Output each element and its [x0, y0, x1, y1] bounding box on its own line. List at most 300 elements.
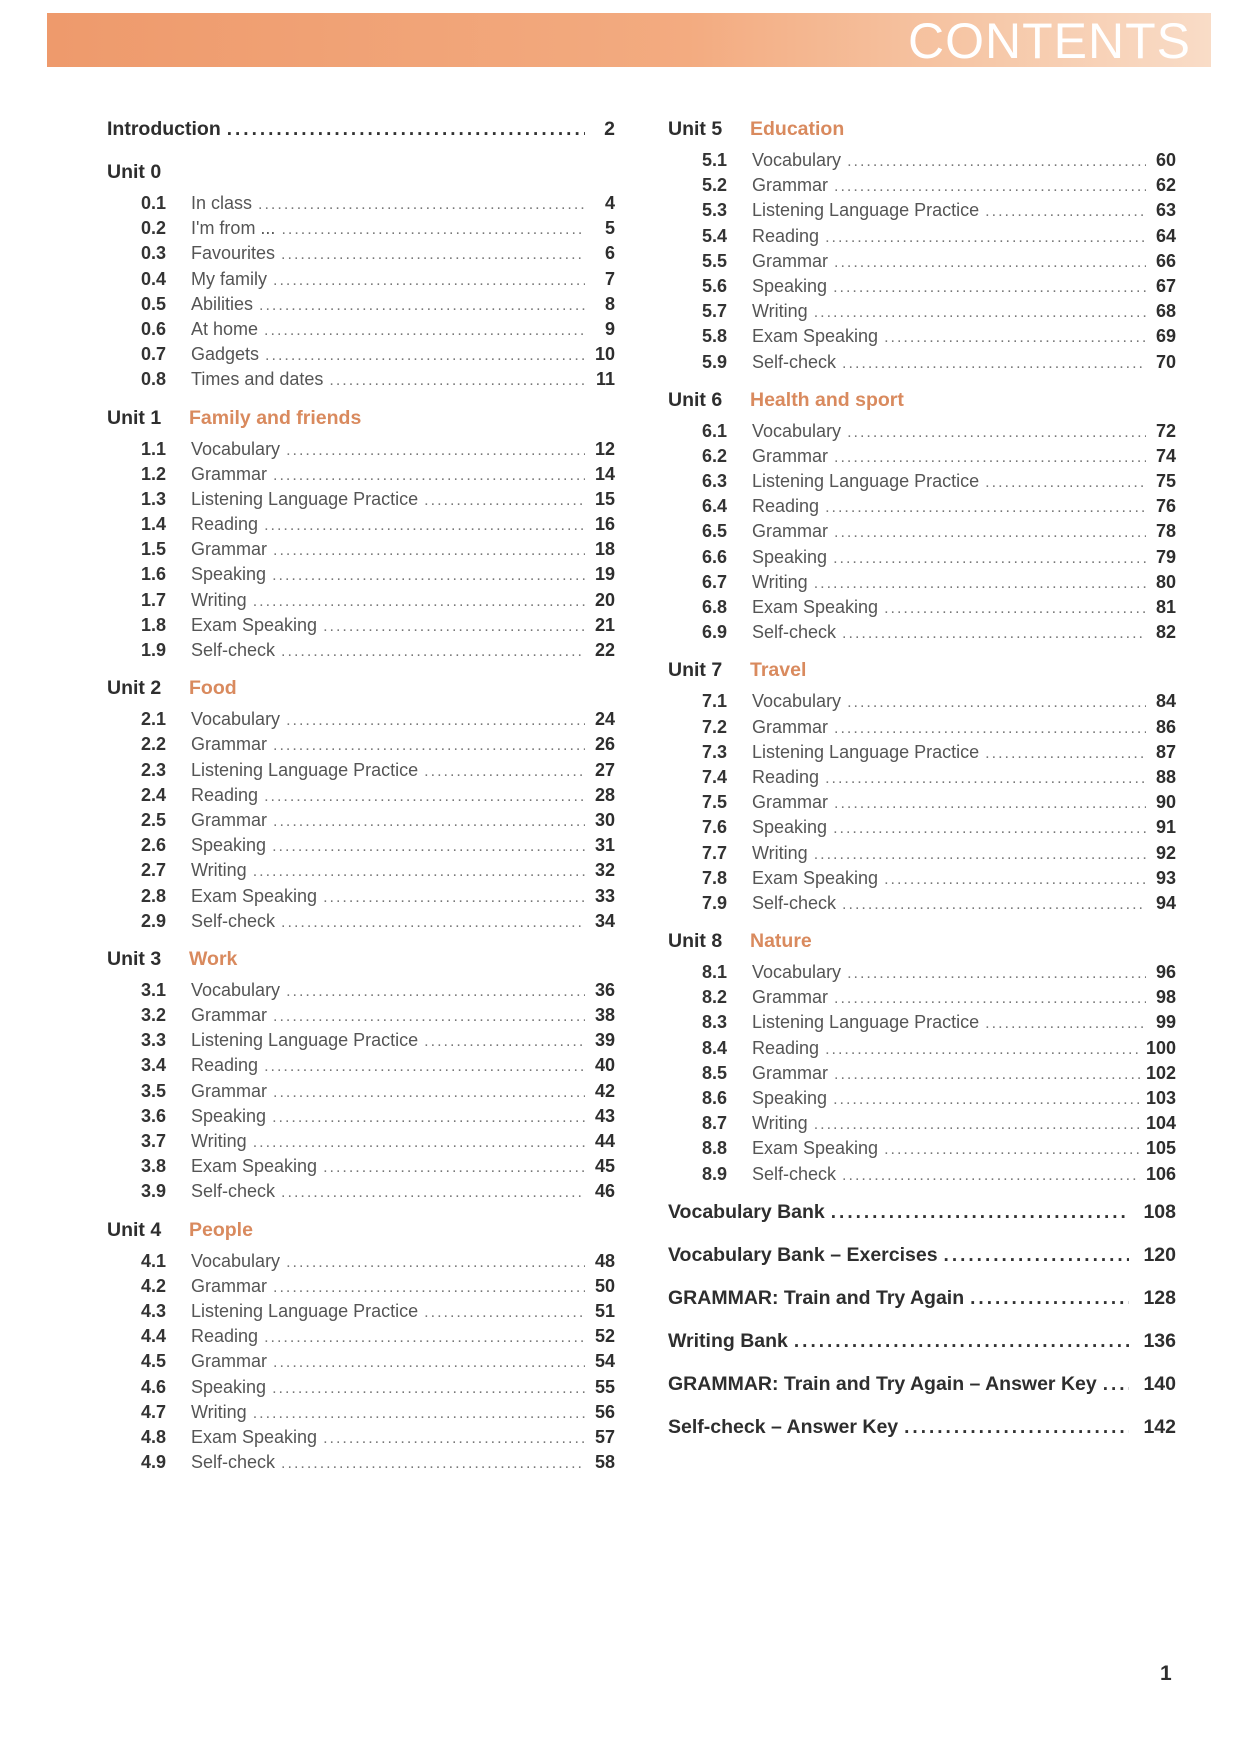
- lesson-number: 4.5: [141, 1351, 167, 1372]
- lesson-page: 74: [1155, 445, 1176, 466]
- lesson-title: Grammar: [752, 1062, 828, 1083]
- lesson-page: 48: [594, 1250, 615, 1271]
- lesson-title: Reading: [752, 225, 820, 246]
- lesson-page: 64: [1155, 225, 1176, 246]
- lesson-title: Self-check: [191, 910, 276, 931]
- dot-leader: [281, 1455, 585, 1473]
- lesson-entry[interactable]: [141, 319, 615, 344]
- lesson-entry[interactable]: [141, 1156, 615, 1181]
- lesson-entry[interactable]: [141, 489, 615, 514]
- lesson-page: 82: [1155, 622, 1176, 643]
- lesson-entry[interactable]: [702, 352, 1176, 377]
- lesson-number: 1.2: [141, 463, 167, 484]
- lesson-number: 2.7: [141, 860, 167, 881]
- lesson-title: Grammar: [191, 539, 267, 560]
- lesson-title: Speaking: [752, 275, 828, 296]
- lesson-entry[interactable]: [702, 276, 1176, 301]
- lesson-page: 75: [1155, 471, 1176, 492]
- dot-leader: [281, 643, 585, 661]
- lesson-entry[interactable]: [702, 471, 1176, 496]
- unit-label: Unit 7: [668, 659, 723, 682]
- lesson-entry[interactable]: [702, 962, 1176, 987]
- unit-heading: [668, 118, 1176, 150]
- dot-leader: [834, 254, 1146, 272]
- dot-leader: [904, 1417, 1129, 1439]
- lesson-page: 42: [594, 1080, 615, 1101]
- lesson-entry[interactable]: [141, 835, 615, 860]
- lesson-title: Grammar: [752, 987, 828, 1008]
- lesson-page: 15: [594, 488, 615, 509]
- dot-leader: [834, 990, 1146, 1008]
- lesson-number: 0.3: [141, 243, 167, 264]
- dot-leader: [833, 279, 1146, 297]
- lesson-entry[interactable]: [702, 1038, 1176, 1063]
- lesson-title: Reading: [191, 514, 259, 535]
- contents-banner: [47, 13, 1211, 67]
- lesson-title: Writing: [191, 589, 247, 610]
- lesson-entry[interactable]: [141, 218, 615, 243]
- lesson-entry[interactable]: [702, 622, 1176, 647]
- lesson-number: 2.3: [141, 759, 167, 780]
- lesson-entry[interactable]: [141, 514, 615, 539]
- lesson-page: 7: [604, 268, 615, 289]
- lesson-number: 1.7: [141, 589, 167, 610]
- lesson-entry[interactable]: [702, 496, 1176, 521]
- lesson-title: Exam Speaking: [752, 326, 879, 347]
- lesson-entry[interactable]: [702, 843, 1176, 868]
- dot-leader: [834, 1066, 1140, 1084]
- lesson-entry[interactable]: [702, 1063, 1176, 1088]
- dot-leader: [944, 1245, 1130, 1267]
- lesson-number: 1.6: [141, 564, 167, 585]
- lesson-title: Grammar: [752, 445, 828, 466]
- lesson-entry[interactable]: [702, 717, 1176, 742]
- dot-leader: [833, 820, 1146, 838]
- dot-leader: [985, 203, 1146, 221]
- lesson-number: 4.7: [141, 1401, 167, 1422]
- lesson-entry[interactable]: [141, 1326, 615, 1351]
- lesson-page: 78: [1155, 521, 1176, 542]
- dot-leader: [814, 846, 1146, 864]
- lesson-page: 50: [594, 1275, 615, 1296]
- lesson-entry[interactable]: [141, 1351, 615, 1376]
- entry-page: 108: [1143, 1200, 1176, 1223]
- dot-leader: [833, 550, 1146, 568]
- lesson-page: 30: [594, 809, 615, 830]
- lesson-entry[interactable]: [702, 200, 1176, 225]
- toc-right-column: [668, 118, 1176, 1459]
- entry-page: 140: [1143, 1372, 1176, 1395]
- lesson-title: Grammar: [191, 1275, 267, 1296]
- lesson-number: 4.2: [141, 1275, 167, 1296]
- lesson-title: I'm from ...: [191, 218, 276, 239]
- lesson-number: 2.5: [141, 809, 167, 830]
- lesson-entry[interactable]: [702, 691, 1176, 716]
- lesson-title: Exam Speaking: [752, 867, 879, 888]
- lesson-entry[interactable]: [702, 1113, 1176, 1138]
- lesson-page: 28: [594, 784, 615, 805]
- lesson-page: 21: [594, 614, 615, 635]
- lesson-number: 3.8: [141, 1156, 167, 1177]
- lesson-entry[interactable]: [702, 1088, 1176, 1113]
- lesson-page: 54: [594, 1351, 615, 1372]
- lesson-entry[interactable]: [141, 1055, 615, 1080]
- lesson-entry[interactable]: [141, 193, 615, 218]
- lesson-title: Speaking: [191, 835, 267, 856]
- lesson-number: 4.3: [141, 1300, 167, 1321]
- entry-label: GRAMMAR: Train and Try Again – Answer Key: [668, 1372, 1097, 1395]
- lesson-page: 102: [1145, 1062, 1176, 1083]
- dot-leader: [847, 694, 1146, 712]
- lesson-page: 88: [1155, 766, 1176, 787]
- lesson-entry[interactable]: [702, 1012, 1176, 1037]
- dot-leader: [842, 355, 1146, 373]
- lesson-entry[interactable]: [141, 564, 615, 589]
- lesson-page: 34: [594, 910, 615, 931]
- dot-leader: [985, 474, 1146, 492]
- lesson-title: Writing: [752, 301, 808, 322]
- dot-leader: [825, 1041, 1140, 1059]
- lesson-number: 7.5: [702, 792, 728, 813]
- lesson-entry[interactable]: [141, 785, 615, 810]
- lesson-entry[interactable]: [141, 243, 615, 268]
- entry-label: GRAMMAR: Train and Try Again: [668, 1286, 965, 1309]
- lesson-title: Listening Language Practice: [752, 741, 980, 762]
- lesson-title: Favourites: [191, 243, 276, 264]
- dot-leader: [794, 1331, 1130, 1353]
- lesson-entry[interactable]: [141, 980, 615, 1005]
- lesson-page: 58: [594, 1452, 615, 1473]
- unit-topic: Food: [189, 677, 237, 700]
- lesson-entry[interactable]: [702, 326, 1176, 351]
- lesson-number: 6.1: [702, 420, 728, 441]
- lesson-page: 20: [594, 589, 615, 610]
- lesson-entry[interactable]: [141, 860, 615, 885]
- lesson-number: 8.3: [702, 1012, 728, 1033]
- lesson-page: 32: [594, 860, 615, 881]
- lesson-number: 5.9: [702, 351, 728, 372]
- lesson-entry[interactable]: [141, 1377, 615, 1402]
- lesson-number: 2.1: [141, 709, 167, 730]
- lesson-entry[interactable]: [141, 294, 615, 319]
- dot-leader: [814, 304, 1146, 322]
- lesson-entry[interactable]: [141, 1427, 615, 1452]
- dot-leader: [842, 625, 1146, 643]
- unit-heading: [107, 407, 615, 439]
- unit-label: Unit 0: [107, 161, 162, 183]
- lesson-entry[interactable]: [702, 251, 1176, 276]
- unit-block: [107, 407, 615, 666]
- back-matter-entry[interactable]: [668, 1373, 1176, 1416]
- lesson-entry[interactable]: [702, 226, 1176, 251]
- lesson-page: 55: [594, 1376, 615, 1397]
- lesson-page: 68: [1155, 301, 1176, 322]
- lesson-page: 80: [1155, 571, 1176, 592]
- lesson-page: 103: [1145, 1088, 1176, 1108]
- lesson-entry[interactable]: [141, 1030, 615, 1055]
- dot-leader: [814, 575, 1146, 593]
- dot-leader: [281, 246, 585, 264]
- lesson-title: Listening Language Practice: [752, 200, 980, 221]
- lesson-number: 0.6: [141, 318, 167, 339]
- dot-leader: [329, 372, 585, 390]
- entry-page: 136: [1143, 1329, 1176, 1352]
- lesson-entry[interactable]: [702, 868, 1176, 893]
- lesson-entry[interactable]: [141, 1131, 615, 1156]
- lesson-page: 67: [1155, 275, 1176, 296]
- lesson-number: 8.1: [702, 962, 728, 983]
- dot-leader: [847, 424, 1146, 442]
- lesson-page: 6: [604, 243, 615, 264]
- lesson-entry[interactable]: [141, 1081, 615, 1106]
- unit-label: Unit 5: [668, 118, 723, 140]
- back-matter-entry[interactable]: [668, 1244, 1176, 1287]
- lesson-page: 93: [1155, 867, 1176, 888]
- lesson-entry[interactable]: [141, 1452, 615, 1477]
- dot-leader: [286, 1254, 585, 1272]
- toc-left-column: [107, 118, 615, 1489]
- unit-heading: [668, 659, 1176, 691]
- unit-topic: Travel: [750, 659, 807, 682]
- lesson-number: 4.1: [141, 1250, 167, 1271]
- lesson-entry[interactable]: [702, 446, 1176, 471]
- lesson-number: 3.4: [141, 1055, 167, 1076]
- dot-leader: [273, 272, 585, 290]
- lesson-entry[interactable]: [702, 150, 1176, 175]
- unit-heading: [668, 389, 1176, 421]
- lesson-title: Listening Language Practice: [191, 1300, 419, 1321]
- lesson-number: 2.8: [141, 885, 167, 906]
- unit-block: [668, 930, 1176, 1189]
- lesson-entry[interactable]: [141, 911, 615, 936]
- lesson-entry[interactable]: [141, 369, 615, 394]
- lesson-page: 90: [1155, 792, 1176, 813]
- lesson-page: 86: [1155, 716, 1176, 737]
- lesson-number: 3.1: [141, 979, 167, 1000]
- lesson-entry[interactable]: [702, 792, 1176, 817]
- lesson-entry[interactable]: [702, 547, 1176, 572]
- lesson-entry[interactable]: [141, 760, 615, 785]
- back-matter-entry[interactable]: [668, 1416, 1176, 1459]
- lesson-entry[interactable]: [141, 344, 615, 369]
- lesson-entry[interactable]: [141, 464, 615, 489]
- dot-leader: [834, 449, 1146, 467]
- unit-heading: [668, 930, 1176, 962]
- lesson-entry[interactable]: [141, 269, 615, 294]
- lesson-page: 26: [594, 734, 615, 755]
- lesson-number: 6.7: [702, 571, 728, 592]
- lesson-page: 81: [1155, 597, 1176, 617]
- lesson-page: 94: [1155, 892, 1176, 913]
- dot-leader: [970, 1288, 1129, 1310]
- lesson-title: Self-check: [191, 1452, 276, 1473]
- lesson-number: 0.7: [141, 344, 167, 365]
- lesson-entry[interactable]: [141, 886, 615, 911]
- lesson-entry[interactable]: [141, 1276, 615, 1301]
- dot-leader: [265, 347, 585, 365]
- lesson-number: 7.4: [702, 766, 728, 787]
- back-matter-entry[interactable]: [668, 1201, 1176, 1244]
- lesson-entry[interactable]: [141, 1005, 615, 1030]
- lesson-number: 1.4: [141, 514, 167, 535]
- unit-block: [668, 118, 1176, 377]
- dot-leader: [273, 1008, 585, 1026]
- dot-leader: [323, 618, 585, 636]
- lesson-number: 3.9: [141, 1181, 167, 1202]
- lesson-number: 8.9: [702, 1163, 728, 1184]
- lesson-number: 2.9: [141, 910, 167, 931]
- lesson-entry[interactable]: [702, 572, 1176, 597]
- unit-label: Unit 4: [107, 1218, 162, 1241]
- lesson-entry[interactable]: [141, 615, 615, 640]
- lesson-title: Vocabulary: [752, 691, 842, 712]
- dot-leader: [814, 1116, 1140, 1134]
- lesson-page: 57: [594, 1426, 615, 1447]
- lesson-entry[interactable]: [141, 1301, 615, 1326]
- dot-leader: [323, 1159, 585, 1177]
- lesson-title: Speaking: [752, 546, 828, 567]
- lesson-title: Reading: [752, 766, 820, 787]
- lesson-title: Exam Speaking: [191, 885, 318, 906]
- lesson-number: 0.5: [141, 293, 167, 314]
- dot-leader: [264, 788, 585, 806]
- unit-heading: [107, 1219, 615, 1251]
- lesson-entry[interactable]: [702, 175, 1176, 200]
- lesson-title: Grammar: [752, 250, 828, 271]
- lesson-number: 7.9: [702, 892, 728, 913]
- lesson-page: 96: [1155, 962, 1176, 983]
- unit-block: [107, 1219, 615, 1478]
- page-title: CONTENTS: [908, 13, 1191, 69]
- lesson-page: 10: [594, 344, 615, 365]
- lesson-entry[interactable]: [141, 810, 615, 835]
- dot-leader: [323, 889, 585, 907]
- dot-leader: [286, 442, 585, 460]
- lesson-page: 63: [1155, 200, 1176, 221]
- lesson-number: 6.5: [702, 521, 728, 542]
- toc-entry-introduction[interactable]: [107, 118, 615, 161]
- dot-leader: [884, 871, 1146, 889]
- lesson-page: 22: [594, 640, 615, 660]
- unit-label: Unit 3: [107, 947, 162, 970]
- dot-leader: [323, 1430, 585, 1448]
- lesson-title: Reading: [191, 1326, 259, 1347]
- dot-leader: [273, 467, 585, 485]
- lesson-number: 5.7: [702, 301, 728, 322]
- lesson-number: 3.7: [141, 1131, 167, 1151]
- dot-leader: [847, 153, 1146, 171]
- unit-topic: Work: [189, 947, 238, 970]
- lesson-page: 60: [1155, 150, 1176, 170]
- dot-leader: [834, 178, 1146, 196]
- lesson-page: 36: [594, 979, 615, 1000]
- dot-leader: [253, 593, 585, 611]
- lesson-entry[interactable]: [141, 439, 615, 464]
- dot-leader: [272, 567, 585, 585]
- entry-page: 142: [1143, 1415, 1176, 1438]
- lesson-number: 4.4: [141, 1326, 167, 1347]
- lesson-title: Vocabulary: [191, 1250, 281, 1271]
- lesson-page: 27: [594, 759, 615, 780]
- lesson-title: Writing: [752, 571, 808, 592]
- lesson-number: 5.5: [702, 250, 728, 271]
- lesson-entry[interactable]: [702, 742, 1176, 767]
- dot-leader: [424, 492, 585, 510]
- lesson-page: 79: [1155, 546, 1176, 567]
- lesson-title: My family: [191, 268, 267, 289]
- lesson-number: 6.8: [702, 597, 728, 617]
- lesson-entry[interactable]: [702, 987, 1176, 1012]
- lesson-entry[interactable]: [702, 597, 1176, 622]
- dot-leader: [264, 322, 585, 340]
- lesson-entry[interactable]: [141, 590, 615, 615]
- lesson-page: 24: [594, 709, 615, 730]
- dot-leader: [847, 965, 1146, 983]
- lesson-title: Grammar: [191, 809, 267, 830]
- lesson-title: Vocabulary: [752, 150, 842, 170]
- lesson-entry[interactable]: [702, 421, 1176, 446]
- lesson-title: Self-check: [191, 1181, 276, 1202]
- lesson-title: Listening Language Practice: [191, 1030, 419, 1051]
- lesson-title: Listening Language Practice: [752, 471, 980, 492]
- unit-label: Unit 1: [107, 406, 162, 429]
- lesson-number: 1.8: [141, 614, 167, 635]
- lesson-title: In class: [191, 193, 253, 213]
- lesson-number: 7.7: [702, 842, 728, 863]
- lesson-number: 2.2: [141, 734, 167, 755]
- lesson-entry[interactable]: [702, 767, 1176, 792]
- lesson-number: 5.8: [702, 326, 728, 347]
- lesson-entry[interactable]: [141, 734, 615, 759]
- lesson-entry[interactable]: [702, 817, 1176, 842]
- left-units: [107, 161, 615, 1477]
- lesson-title: Grammar: [752, 716, 828, 737]
- lesson-page: 66: [1155, 250, 1176, 271]
- lesson-number: 0.1: [141, 193, 167, 213]
- lesson-page: 98: [1155, 987, 1176, 1008]
- dot-leader: [834, 720, 1146, 738]
- lesson-entry[interactable]: [702, 1164, 1176, 1189]
- lesson-page: 52: [594, 1326, 615, 1347]
- lesson-page: 40: [594, 1055, 615, 1076]
- lesson-page: 76: [1155, 496, 1176, 517]
- dot-leader: [273, 1279, 585, 1297]
- lesson-entry[interactable]: [702, 521, 1176, 546]
- lesson-entry[interactable]: [702, 893, 1176, 918]
- lesson-entry[interactable]: [141, 1402, 615, 1427]
- lesson-title: Times and dates: [191, 369, 324, 390]
- back-matter-entry[interactable]: [668, 1287, 1176, 1330]
- lesson-entry[interactable]: [141, 1106, 615, 1131]
- lesson-entry[interactable]: [702, 301, 1176, 326]
- lesson-title: Grammar: [752, 521, 828, 542]
- lesson-title: Self-check: [752, 892, 837, 913]
- unit-topic: Health and sport: [750, 388, 904, 411]
- lesson-page: 43: [594, 1105, 615, 1126]
- lesson-entry[interactable]: [141, 1181, 615, 1206]
- lesson-entry[interactable]: [702, 1138, 1176, 1163]
- unit-heading: [107, 948, 615, 980]
- lesson-title: Exam Speaking: [752, 1138, 879, 1159]
- lesson-entry[interactable]: [141, 539, 615, 564]
- lesson-page: 11: [595, 369, 615, 390]
- lesson-entry[interactable]: [141, 709, 615, 734]
- dot-leader: [834, 795, 1146, 813]
- lesson-title: Vocabulary: [752, 420, 842, 441]
- back-matter-entry[interactable]: [668, 1330, 1176, 1373]
- lesson-entry[interactable]: [141, 640, 615, 665]
- lesson-entry[interactable]: [141, 1251, 615, 1276]
